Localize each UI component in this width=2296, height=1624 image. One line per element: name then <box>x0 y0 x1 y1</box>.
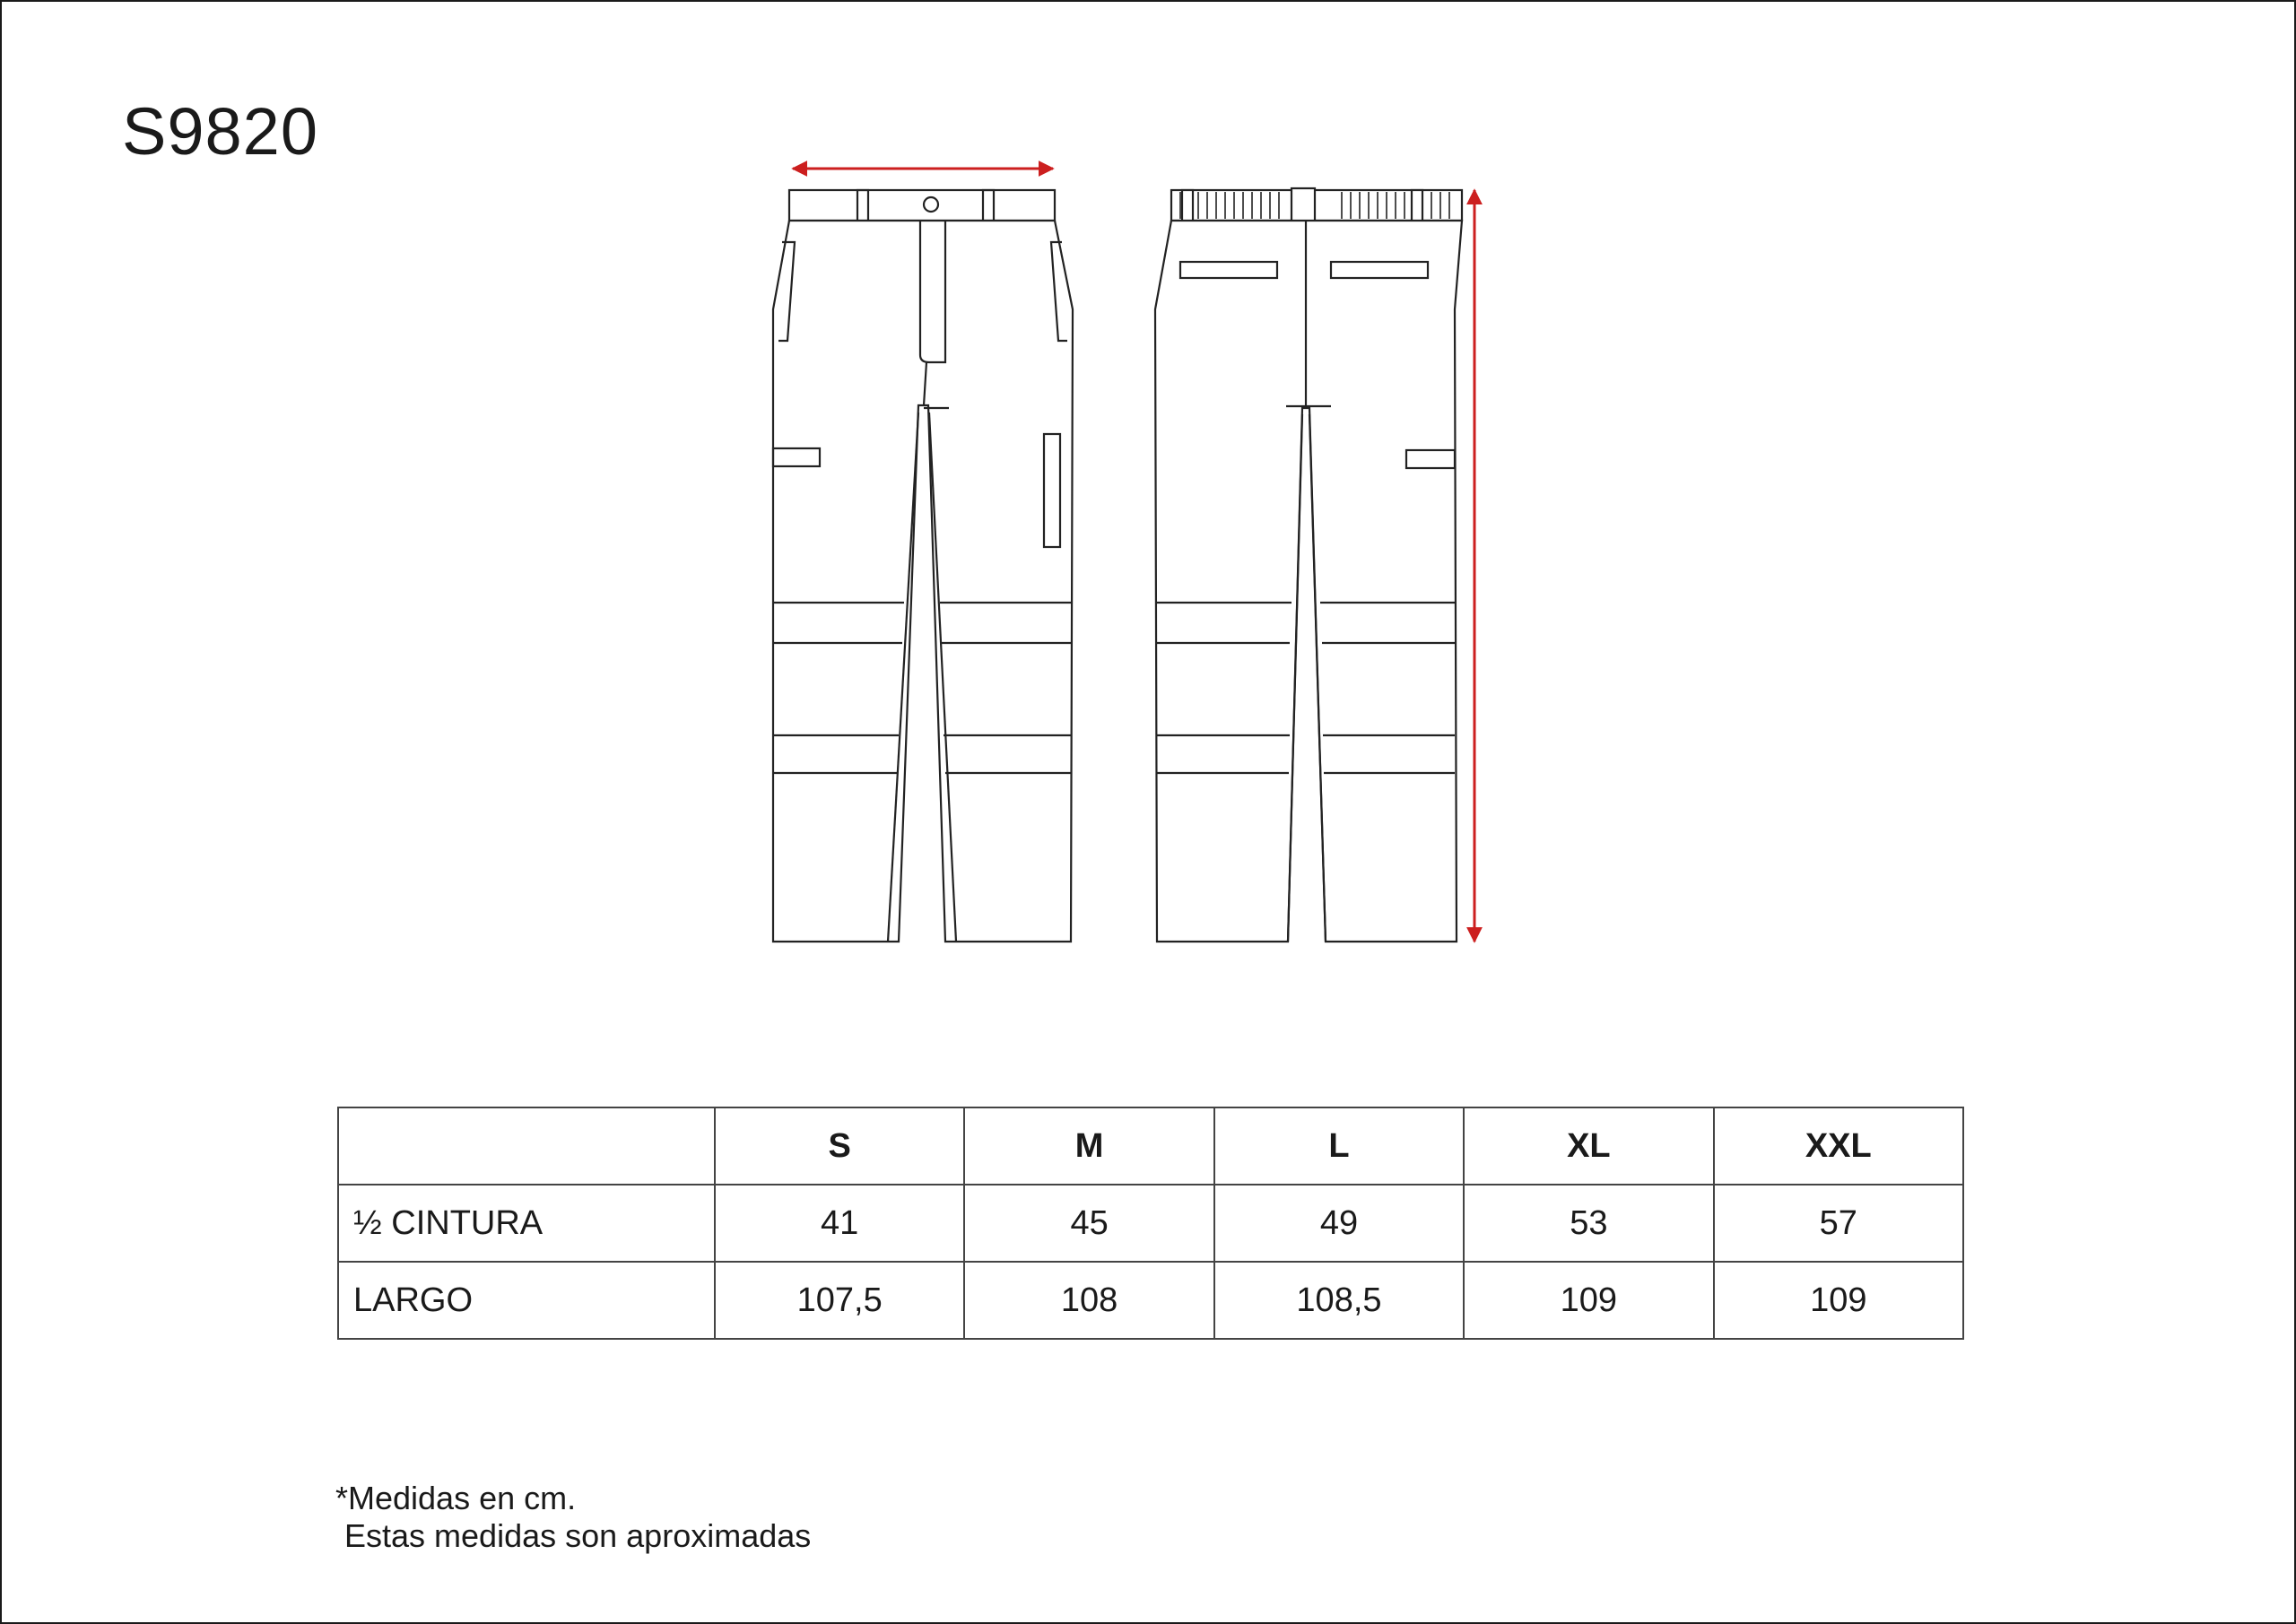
header-cell-size: M <box>964 1107 1213 1185</box>
table-header-row <box>338 1107 1963 1185</box>
header-cell-size: XXL <box>1714 1107 1963 1185</box>
product-code-title: S9820 <box>122 94 318 169</box>
header-cell-size: XL <box>1464 1107 1713 1185</box>
pants-front-view <box>773 190 1073 942</box>
table-row <box>338 1262 1963 1339</box>
row-label: ½ CINTURA <box>338 1185 715 1262</box>
table-cell: 108 <box>964 1262 1213 1339</box>
table-cell: 45 <box>964 1185 1213 1262</box>
table-cell: 49 <box>1214 1185 1464 1262</box>
size-chart-table <box>337 1107 1964 1340</box>
note-approximate: Estas medidas son aproximadas <box>335 1517 812 1554</box>
table-row <box>338 1185 1963 1262</box>
table-cell: 107,5 <box>715 1262 964 1339</box>
measurement-notes <box>335 1480 811 1555</box>
row-label: LARGO <box>338 1262 715 1339</box>
header-cell-empty <box>338 1107 715 1185</box>
table-cell: 109 <box>1714 1262 1963 1339</box>
table-cell: 41 <box>715 1185 964 1262</box>
header-cell-size: L <box>1214 1107 1464 1185</box>
table-cell: 109 <box>1464 1262 1713 1339</box>
header-cell-size: S <box>715 1107 964 1185</box>
table-cell: 53 <box>1464 1185 1713 1262</box>
pants-back-view <box>1155 188 1462 942</box>
table-cell: 57 <box>1714 1185 1963 1262</box>
note-units: *Medidas en cm. <box>335 1480 577 1516</box>
table-cell: 108,5 <box>1214 1262 1464 1339</box>
